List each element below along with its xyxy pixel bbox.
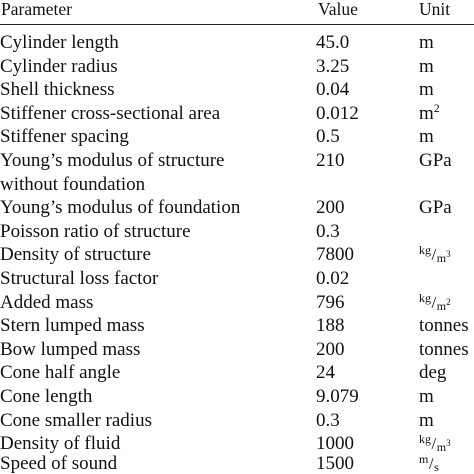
table-row xyxy=(0,338,474,362)
param-cell: Poisson ratio of structure xyxy=(0,220,191,242)
unit-slash: / xyxy=(431,245,437,265)
unit-fraction xyxy=(419,243,451,270)
table-row xyxy=(0,291,474,315)
unit-cell: m xyxy=(419,409,434,431)
value-cell: 0.012 xyxy=(316,102,359,124)
value-cell: 45.0 xyxy=(316,32,350,53)
table-row xyxy=(0,452,474,474)
unit-denominator-exponent: 3 xyxy=(446,438,451,449)
table-row xyxy=(0,220,474,244)
unit-fraction xyxy=(419,291,451,318)
unit-cell xyxy=(419,243,451,270)
table-row xyxy=(0,55,474,79)
value-cell: 200 xyxy=(316,197,345,219)
table-row xyxy=(0,149,474,196)
value-cell: 0.5 xyxy=(316,126,340,148)
unit-denominator-exponent: 3 xyxy=(446,249,451,260)
table-row xyxy=(0,314,474,338)
unit-denominator: s xyxy=(434,460,439,474)
param-cell: Stern lumped mass xyxy=(0,315,145,337)
param-cell: Density of fluid xyxy=(0,433,121,455)
param-cell: Cone half angle xyxy=(0,362,121,384)
unit-cell: tonnes xyxy=(419,315,469,337)
table-row xyxy=(0,385,474,409)
unit-fraction xyxy=(419,452,439,474)
table-header-row xyxy=(0,0,474,22)
value-cell: 210 xyxy=(316,150,345,171)
table-row xyxy=(0,125,474,149)
header-unit: Unit xyxy=(419,0,451,19)
table-row xyxy=(0,361,474,385)
header-parameter: Parameter xyxy=(1,0,72,19)
unit-denominator: m xyxy=(436,298,447,313)
unit-cell: m xyxy=(419,32,434,53)
value-cell: 0.02 xyxy=(316,268,350,289)
value-cell: 0.04 xyxy=(316,79,350,101)
param-cell: Stiffener spacing xyxy=(0,126,129,148)
unit-cell: m xyxy=(419,386,434,407)
value-cell: 9.079 xyxy=(316,386,359,407)
unit-cell: m xyxy=(419,79,434,101)
unit-denominator: m xyxy=(436,440,447,455)
value-cell: 24 xyxy=(316,362,335,384)
unit-slash: / xyxy=(431,292,437,312)
table-row xyxy=(0,267,474,291)
value-cell: 7800 xyxy=(316,244,354,266)
unit-base: m xyxy=(419,102,434,124)
table-row xyxy=(0,243,474,267)
unit-numerator: kg xyxy=(419,243,431,258)
unit-cell xyxy=(419,291,451,318)
param-cell: Bow lumped mass xyxy=(0,338,141,360)
unit-denominator-exponent: 2 xyxy=(446,296,451,307)
param-cell: Cylinder length xyxy=(0,32,119,53)
unit-denominator: m xyxy=(436,251,447,266)
param-cell: Cone length xyxy=(0,386,93,407)
unit-cell: m xyxy=(419,126,434,148)
unit-cell: GPa xyxy=(419,197,452,219)
table-row xyxy=(0,78,474,102)
unit-numerator: m xyxy=(419,452,429,466)
unit-slash: / xyxy=(431,434,437,454)
param-cell: Added mass xyxy=(0,291,94,313)
value-cell: 188 xyxy=(316,315,345,337)
unit-numerator: kg xyxy=(419,432,431,447)
unit-cell: m xyxy=(419,55,434,77)
param-cell: Young’s modulus of foundation xyxy=(0,197,241,219)
param-cell: Density of structure xyxy=(0,244,151,266)
value-cell: 200 xyxy=(316,338,345,360)
table-row xyxy=(0,31,474,55)
param-cell: Cone smaller radius xyxy=(0,409,152,431)
unit-slash: / xyxy=(428,454,434,473)
value-cell: 1500 xyxy=(316,453,354,474)
param-cell-line2: without foundation xyxy=(0,173,146,195)
unit-cell xyxy=(419,102,440,128)
param-cell: Stiffener cross-sectional area xyxy=(0,102,221,124)
header-value: Value xyxy=(318,0,358,19)
unit-superscript: 2 xyxy=(433,100,440,115)
unit-cell: tonnes xyxy=(419,338,469,360)
unit-cell: deg xyxy=(419,362,447,384)
unit-cell xyxy=(419,452,439,474)
unit-numerator: kg xyxy=(419,290,431,305)
table-row xyxy=(0,102,474,126)
param-cell: Young’s modulus of structure xyxy=(0,150,225,171)
param-cell: Shell thickness xyxy=(0,79,115,101)
param-cell: Structural loss factor xyxy=(0,268,159,289)
param-cell: Cylinder radius xyxy=(0,55,118,77)
table-row xyxy=(0,196,474,220)
value-cell: 0.3 xyxy=(316,409,340,431)
header-rule xyxy=(0,24,474,25)
value-cell: 796 xyxy=(316,291,345,313)
param-cell: Speed of sound xyxy=(0,453,118,474)
unit-cell: GPa xyxy=(419,150,452,171)
table-row xyxy=(0,409,474,433)
value-cell: 0.3 xyxy=(316,220,340,242)
value-cell: 3.25 xyxy=(316,55,350,77)
value-cell: 1000 xyxy=(316,433,354,455)
